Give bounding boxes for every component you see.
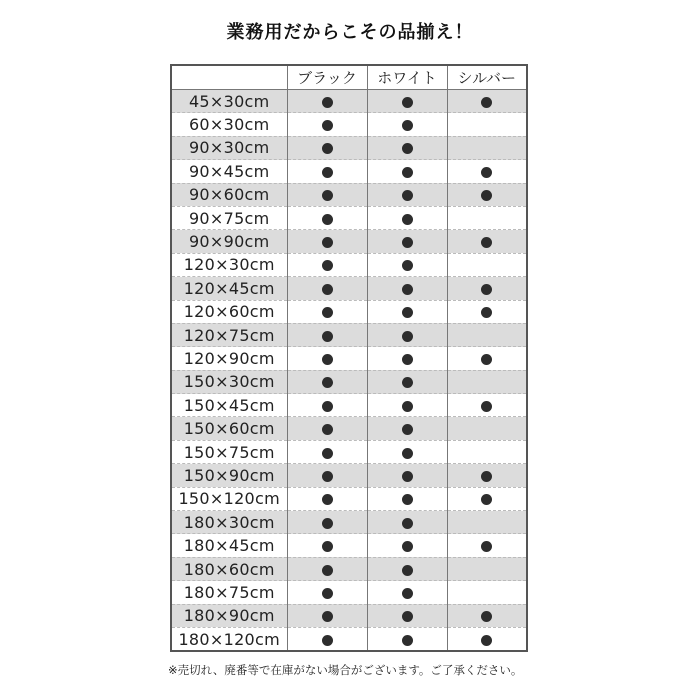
black-cell bbox=[287, 581, 367, 604]
white-cell bbox=[367, 230, 447, 253]
black-cell bbox=[287, 440, 367, 463]
footnote: ※売切れ、廃番等で在庫がない場合がございます。ご了承ください。 bbox=[168, 663, 523, 677]
available-dot-icon bbox=[402, 307, 413, 318]
available-dot-icon bbox=[322, 494, 333, 505]
white-cell bbox=[367, 464, 447, 487]
available-dot-icon bbox=[402, 167, 413, 178]
available-dot-icon bbox=[322, 331, 333, 342]
white-cell bbox=[367, 136, 447, 159]
table-row bbox=[171, 581, 527, 604]
available-dot-icon bbox=[481, 167, 492, 178]
size-cell: 120×60cm bbox=[171, 300, 287, 323]
available-dot-icon bbox=[402, 401, 413, 412]
available-dot-icon bbox=[322, 120, 333, 131]
table-row bbox=[171, 113, 527, 136]
size-cell: 150×45cm bbox=[171, 394, 287, 417]
available-dot-icon bbox=[322, 611, 333, 622]
silver-cell bbox=[447, 557, 527, 580]
white-cell bbox=[367, 511, 447, 534]
black-cell bbox=[287, 90, 367, 113]
available-dot-icon bbox=[322, 635, 333, 646]
silver-cell bbox=[447, 230, 527, 253]
size-cell: 180×75cm bbox=[171, 581, 287, 604]
available-dot-icon bbox=[322, 260, 333, 271]
available-dot-icon bbox=[322, 448, 333, 459]
table-row bbox=[171, 440, 527, 463]
table-row bbox=[171, 534, 527, 557]
silver-cell bbox=[447, 627, 527, 651]
black-cell bbox=[287, 277, 367, 300]
available-dot-icon bbox=[402, 284, 413, 295]
black-cell bbox=[287, 534, 367, 557]
black-cell bbox=[287, 160, 367, 183]
available-dot-icon bbox=[402, 448, 413, 459]
available-dot-icon bbox=[322, 401, 333, 412]
available-dot-icon bbox=[322, 143, 333, 154]
black-cell bbox=[287, 487, 367, 510]
size-cell: 180×30cm bbox=[171, 511, 287, 534]
size-cell: 150×90cm bbox=[171, 464, 287, 487]
available-dot-icon bbox=[481, 190, 492, 201]
black-cell bbox=[287, 323, 367, 346]
available-dot-icon bbox=[402, 635, 413, 646]
table-row bbox=[171, 627, 527, 651]
white-cell bbox=[367, 604, 447, 627]
size-cell: 150×75cm bbox=[171, 440, 287, 463]
header-silver: シルバー bbox=[447, 65, 527, 90]
size-cell: 90×60cm bbox=[171, 183, 287, 206]
available-dot-icon bbox=[481, 284, 492, 295]
available-dot-icon bbox=[402, 143, 413, 154]
white-cell bbox=[367, 113, 447, 136]
size-cell: 120×30cm bbox=[171, 253, 287, 276]
available-dot-icon bbox=[402, 611, 413, 622]
available-dot-icon bbox=[402, 377, 413, 388]
available-dot-icon bbox=[481, 97, 492, 108]
size-cell: 120×45cm bbox=[171, 277, 287, 300]
table-body bbox=[171, 90, 527, 652]
available-dot-icon bbox=[322, 565, 333, 576]
available-dot-icon bbox=[481, 401, 492, 412]
available-dot-icon bbox=[322, 541, 333, 552]
available-dot-icon bbox=[402, 518, 413, 529]
silver-cell bbox=[447, 464, 527, 487]
white-cell bbox=[367, 160, 447, 183]
black-cell bbox=[287, 113, 367, 136]
available-dot-icon bbox=[322, 471, 333, 482]
available-dot-icon bbox=[322, 214, 333, 225]
white-cell bbox=[367, 277, 447, 300]
table-row bbox=[171, 604, 527, 627]
available-dot-icon bbox=[402, 97, 413, 108]
available-dot-icon bbox=[481, 635, 492, 646]
size-cell: 45×30cm bbox=[171, 90, 287, 113]
header-white: ホワイト bbox=[367, 65, 447, 90]
available-dot-icon bbox=[402, 565, 413, 576]
available-dot-icon bbox=[322, 307, 333, 318]
available-dot-icon bbox=[402, 214, 413, 225]
black-cell bbox=[287, 394, 367, 417]
white-cell bbox=[367, 323, 447, 346]
white-cell bbox=[367, 557, 447, 580]
available-dot-icon bbox=[481, 237, 492, 248]
silver-cell bbox=[447, 183, 527, 206]
table-row bbox=[171, 370, 527, 393]
available-dot-icon bbox=[322, 377, 333, 388]
silver-cell bbox=[447, 300, 527, 323]
silver-cell bbox=[447, 90, 527, 113]
white-cell bbox=[367, 370, 447, 393]
available-dot-icon bbox=[322, 97, 333, 108]
black-cell bbox=[287, 370, 367, 393]
silver-cell bbox=[447, 604, 527, 627]
size-cell: 150×60cm bbox=[171, 417, 287, 440]
silver-cell bbox=[447, 370, 527, 393]
white-cell bbox=[367, 253, 447, 276]
white-cell bbox=[367, 417, 447, 440]
silver-cell bbox=[447, 113, 527, 136]
silver-cell bbox=[447, 253, 527, 276]
available-dot-icon bbox=[402, 190, 413, 201]
size-cell: 90×75cm bbox=[171, 206, 287, 229]
size-cell: 120×75cm bbox=[171, 323, 287, 346]
available-dot-icon bbox=[402, 471, 413, 482]
size-cell: 60×30cm bbox=[171, 113, 287, 136]
available-dot-icon bbox=[481, 471, 492, 482]
size-cell: 180×60cm bbox=[171, 557, 287, 580]
black-cell bbox=[287, 230, 367, 253]
available-dot-icon bbox=[322, 190, 333, 201]
header-row bbox=[171, 65, 527, 90]
table-row bbox=[171, 487, 527, 510]
size-cell: 180×90cm bbox=[171, 604, 287, 627]
available-dot-icon bbox=[481, 354, 492, 365]
page-title: 業務用だからこその品揃え！ bbox=[226, 22, 474, 43]
white-cell bbox=[367, 581, 447, 604]
available-dot-icon bbox=[402, 588, 413, 599]
silver-cell bbox=[447, 277, 527, 300]
size-cell: 150×120cm bbox=[171, 487, 287, 510]
available-dot-icon bbox=[322, 284, 333, 295]
available-dot-icon bbox=[481, 494, 492, 505]
table-row bbox=[171, 323, 527, 346]
available-dot-icon bbox=[402, 237, 413, 248]
table-row bbox=[171, 90, 527, 113]
white-cell bbox=[367, 90, 447, 113]
silver-cell bbox=[447, 394, 527, 417]
table-row bbox=[171, 277, 527, 300]
header-corner bbox=[171, 65, 287, 90]
available-dot-icon bbox=[402, 120, 413, 131]
table-row bbox=[171, 557, 527, 580]
silver-cell bbox=[447, 487, 527, 510]
size-cell: 90×30cm bbox=[171, 136, 287, 159]
white-cell bbox=[367, 347, 447, 370]
black-cell bbox=[287, 253, 367, 276]
table-row bbox=[171, 511, 527, 534]
size-cell: 150×30cm bbox=[171, 370, 287, 393]
available-dot-icon bbox=[322, 354, 333, 365]
available-dot-icon bbox=[322, 588, 333, 599]
size-cell: 90×90cm bbox=[171, 230, 287, 253]
available-dot-icon bbox=[402, 260, 413, 271]
silver-cell bbox=[447, 417, 527, 440]
available-dot-icon bbox=[402, 424, 413, 435]
black-cell bbox=[287, 136, 367, 159]
silver-cell bbox=[447, 534, 527, 557]
table-row bbox=[171, 394, 527, 417]
white-cell bbox=[367, 487, 447, 510]
white-cell bbox=[367, 440, 447, 463]
silver-cell bbox=[447, 347, 527, 370]
silver-cell bbox=[447, 440, 527, 463]
black-cell bbox=[287, 627, 367, 651]
available-dot-icon bbox=[322, 237, 333, 248]
available-dot-icon bbox=[322, 424, 333, 435]
size-cell: 90×45cm bbox=[171, 160, 287, 183]
white-cell bbox=[367, 627, 447, 651]
silver-cell bbox=[447, 323, 527, 346]
black-cell bbox=[287, 417, 367, 440]
black-cell bbox=[287, 206, 367, 229]
available-dot-icon bbox=[481, 611, 492, 622]
table-row bbox=[171, 417, 527, 440]
white-cell bbox=[367, 300, 447, 323]
white-cell bbox=[367, 534, 447, 557]
available-dot-icon bbox=[481, 541, 492, 552]
available-dot-icon bbox=[402, 494, 413, 505]
available-dot-icon bbox=[402, 354, 413, 365]
table-row bbox=[171, 136, 527, 159]
silver-cell bbox=[447, 136, 527, 159]
table-row bbox=[171, 464, 527, 487]
available-dot-icon bbox=[402, 541, 413, 552]
available-dot-icon bbox=[322, 518, 333, 529]
size-cell: 120×90cm bbox=[171, 347, 287, 370]
header-black: ブラック bbox=[287, 65, 367, 90]
size-cell: 180×45cm bbox=[171, 534, 287, 557]
white-cell bbox=[367, 183, 447, 206]
black-cell bbox=[287, 300, 367, 323]
black-cell bbox=[287, 604, 367, 627]
white-cell bbox=[367, 206, 447, 229]
white-cell bbox=[367, 394, 447, 417]
black-cell bbox=[287, 511, 367, 534]
available-dot-icon bbox=[481, 307, 492, 318]
table-row bbox=[171, 183, 527, 206]
table-row bbox=[171, 253, 527, 276]
table-row bbox=[171, 300, 527, 323]
black-cell bbox=[287, 557, 367, 580]
silver-cell bbox=[447, 511, 527, 534]
black-cell bbox=[287, 464, 367, 487]
available-dot-icon bbox=[402, 331, 413, 342]
available-dot-icon bbox=[322, 167, 333, 178]
black-cell bbox=[287, 347, 367, 370]
availability-table bbox=[170, 64, 528, 652]
black-cell bbox=[287, 183, 367, 206]
size-cell: 180×120cm bbox=[171, 627, 287, 651]
table-row bbox=[171, 160, 527, 183]
table-row bbox=[171, 347, 527, 370]
silver-cell bbox=[447, 206, 527, 229]
table-row bbox=[171, 206, 527, 229]
silver-cell bbox=[447, 581, 527, 604]
silver-cell bbox=[447, 160, 527, 183]
table-row bbox=[171, 230, 527, 253]
